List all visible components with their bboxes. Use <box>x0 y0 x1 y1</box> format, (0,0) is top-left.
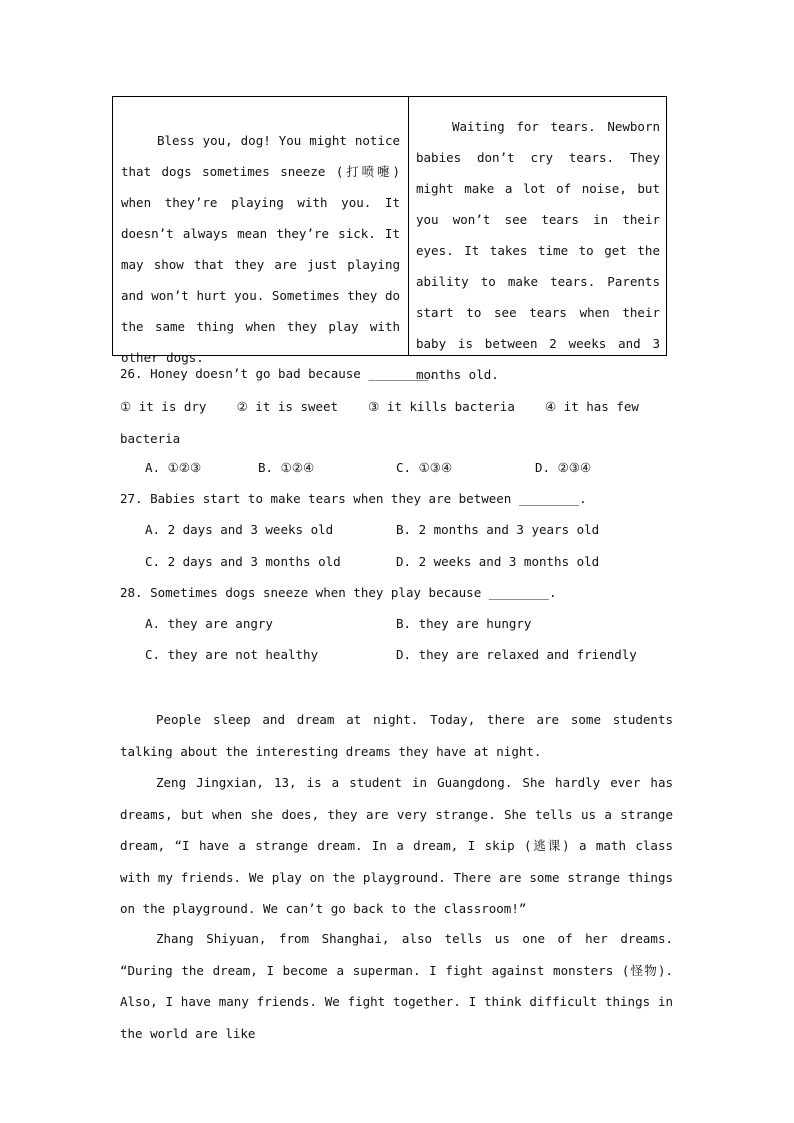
reading-paragraph-3: Zhang Shiyuan, from Shanghai, also tells us one of her dreams. “During the dream, I become a superman. I fight against monsters (怪物). Also, I have many friends. We fight together. I think difficult things in the world are like <box>120 931 673 1041</box>
question-27-option-a: A. 2 days and 3 weeks old <box>145 522 334 537</box>
question-27-option-b: B. 2 months and 3 years old <box>396 522 600 537</box>
question-28-option-d: D. they are relaxed and friendly <box>396 647 637 662</box>
question-26-statements: ① it is dry ② it is sweet ③ it kills bacteria ④ it has few <box>120 399 639 414</box>
question-28-option-a: A. they are angry <box>145 616 273 631</box>
question-26-statements-cont: bacteria <box>120 431 181 446</box>
passage-cell-tears <box>409 97 666 382</box>
question-28-stem: 28. Sometimes dogs sneeze when they play because ________. <box>120 585 557 600</box>
question-26-option-c: C. ①③④ <box>396 460 453 475</box>
question-27-stem: 27. Babies start to make tears when they are between ________. <box>120 491 587 506</box>
question-28-option-c: C. they are not healthy <box>145 647 319 662</box>
passage-dogs-text: Bless you, dog! You might notice that dogs sometimes sneeze (打喷嚏) when they’re playing with you. It doesn’t always mean they’re sick. It may show that they are just playing and won’t hurt you. Sometimes they do the same thing when they play with other dogs. <box>121 133 400 365</box>
question-27-option-d: D. 2 weeks and 3 months old <box>396 554 600 569</box>
reading-paragraph-2: Zeng Jingxian, 13, is a student in Guangdong. She hardly ever has dreams, but when she does, they are very strange. She tells us a strange dream, “I have a strange dream. In a dream, I skip (逃课) a math class with my friends. We play on the playground. There are some strange things on the playground. We can’t go back to the classroom!” <box>120 775 673 917</box>
question-26-option-a: A. ①②③ <box>145 460 202 475</box>
question-27-option-c: C. 2 days and 3 months old <box>145 554 341 569</box>
question-28-option-b: B. they are hungry <box>396 616 532 631</box>
question-26-option-d: D. ②③④ <box>535 460 592 475</box>
reading-paragraph-1: People sleep and dream at night. Today, there are some students talking about the interesting dreams they have at night. <box>120 712 673 759</box>
question-26-stem: 26. Honey doesn’t go bad because ________. <box>120 366 437 381</box>
question-26-option-b: B. ①②④ <box>258 460 315 475</box>
passage-tears-text: Waiting for tears. Newborn babies don’t cry tears. They might make a lot of noise, but you won’t see tears in their eyes. It takes time to get the ability to make tears. Parents start to see tears when their baby is between 2 weeks and 3 months old. <box>416 119 660 382</box>
passage-cell-dogs <box>113 97 409 365</box>
